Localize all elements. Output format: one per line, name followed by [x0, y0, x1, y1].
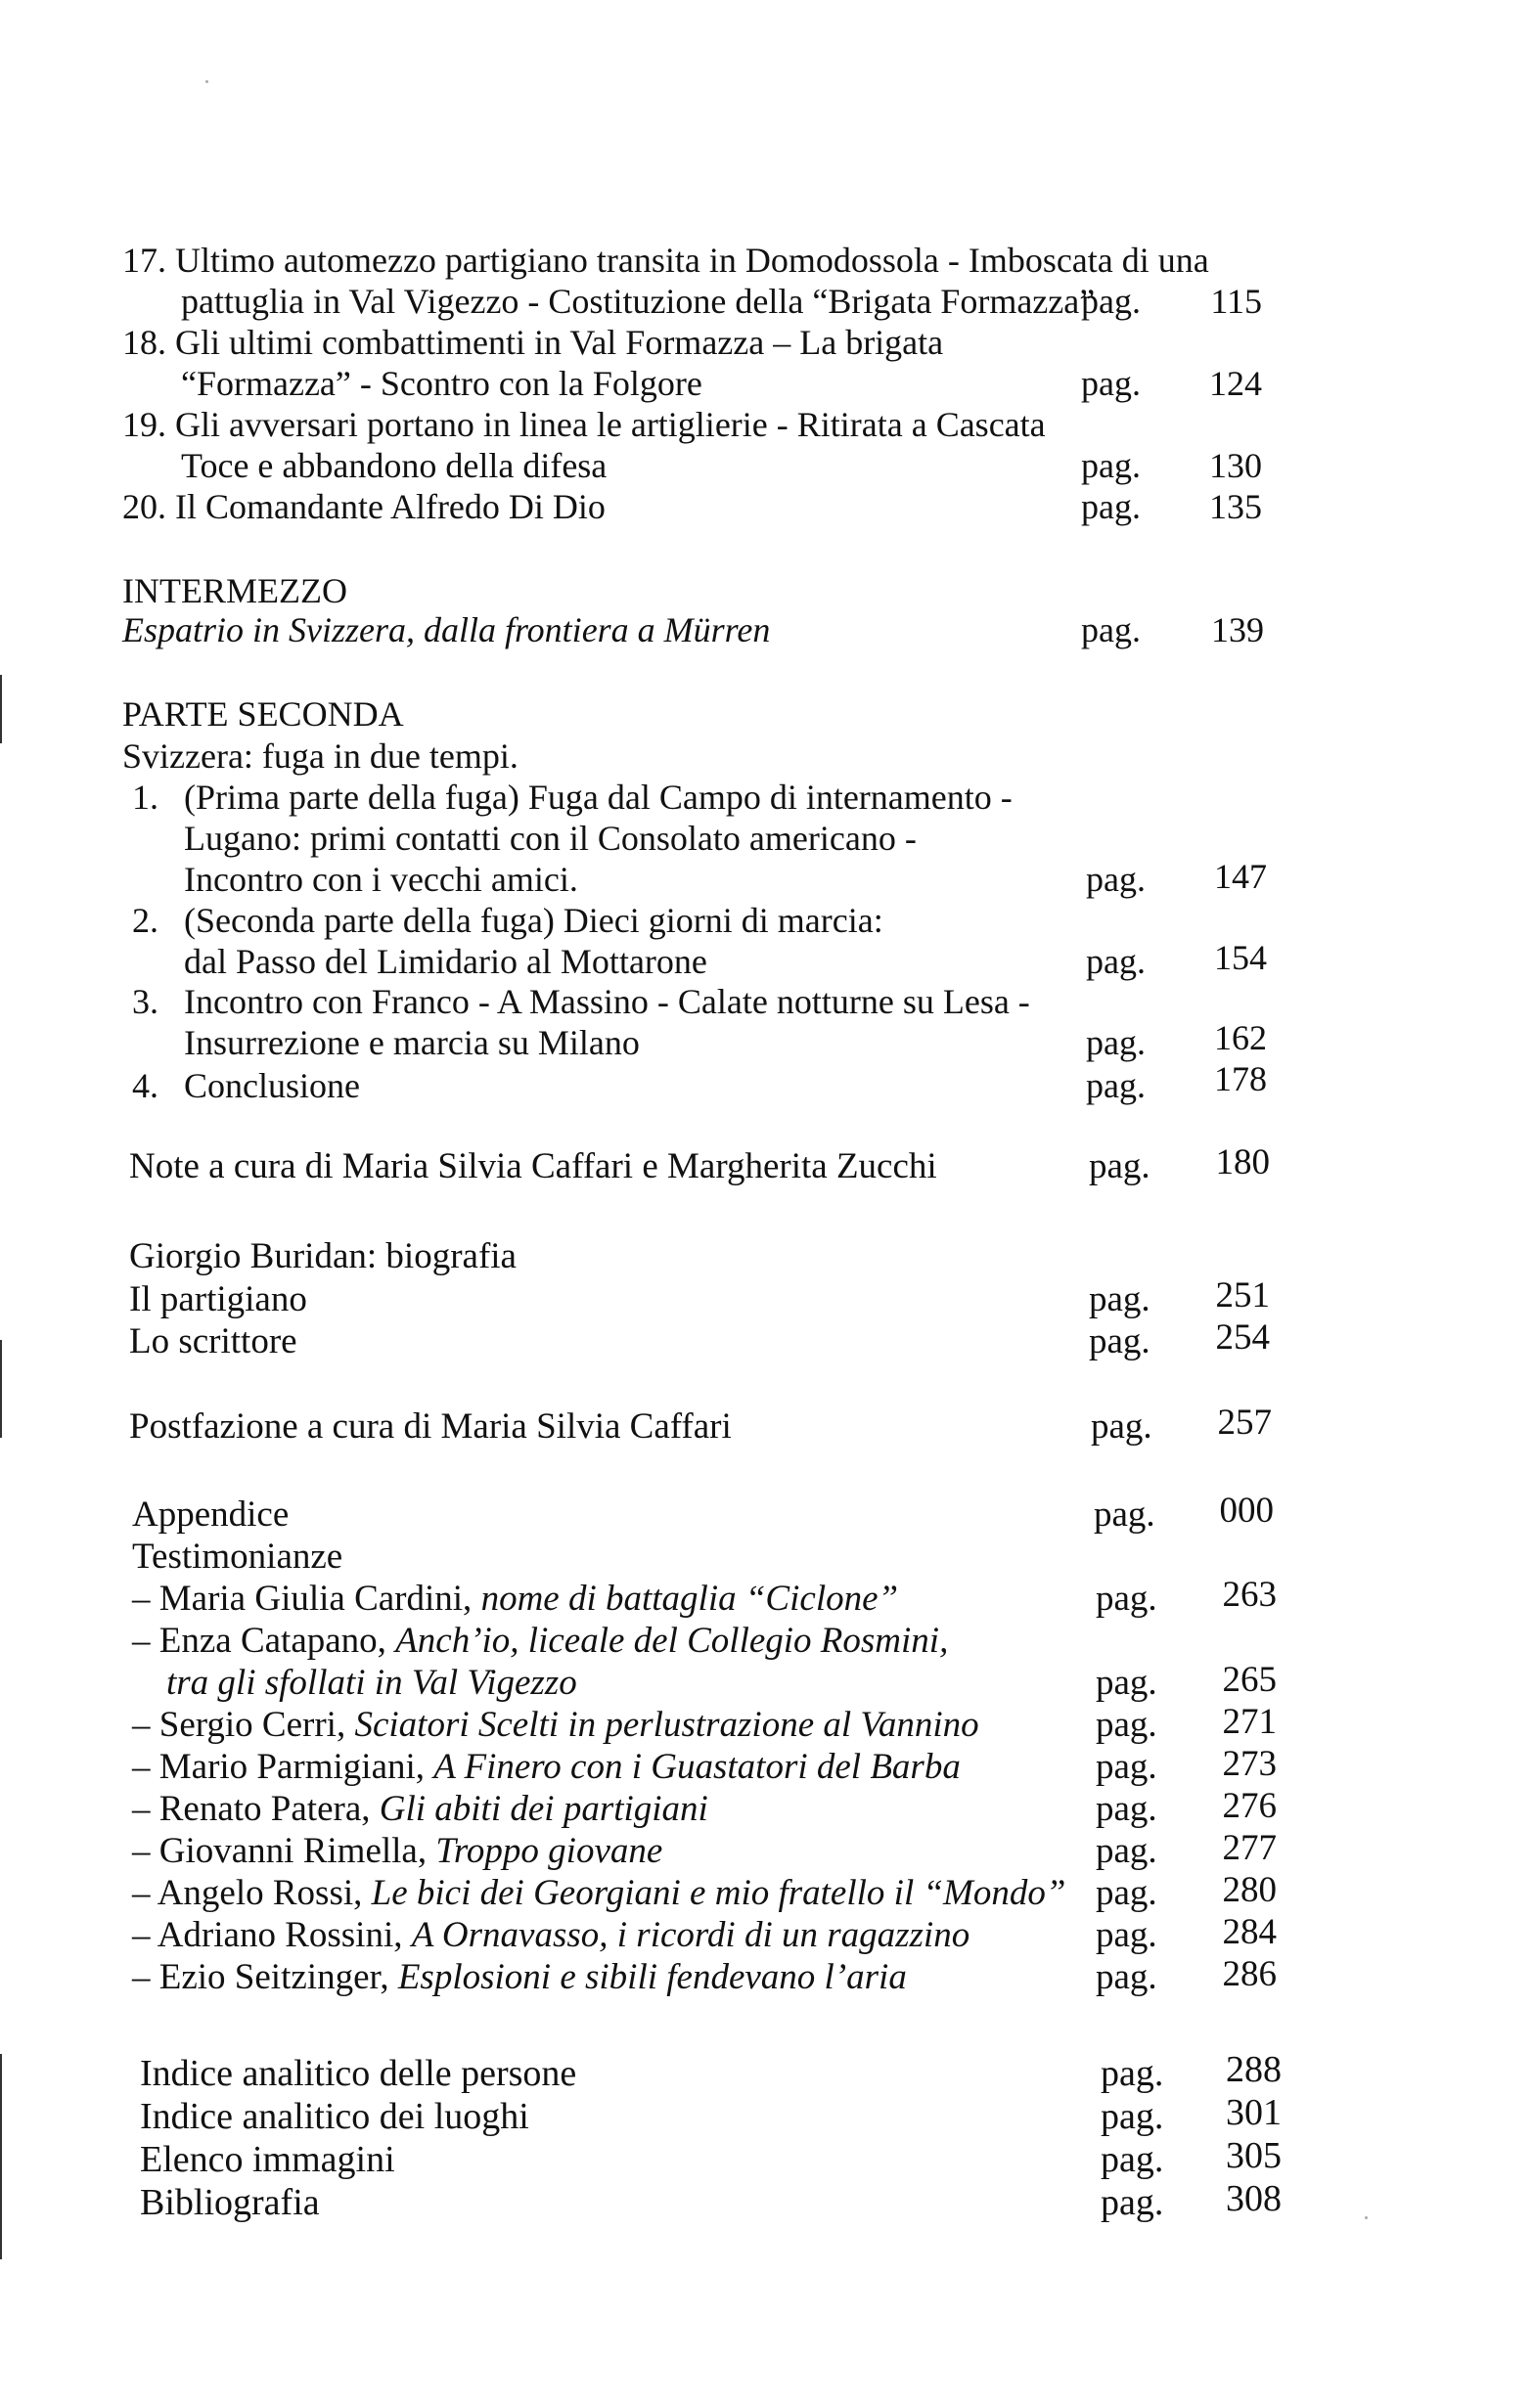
testimonianza-3-page: 271 [1222, 1702, 1277, 1742]
indice-3-pag: pag. [1101, 2139, 1164, 2180]
testimonianza-1 [132, 1581, 898, 1617]
entry-18-line1: 18. Gli ultimi combattimenti in Val Formazza – La brigata [122, 323, 944, 362]
testimonianza-6 [132, 1833, 662, 1869]
part2-entry-1-num: 1. [132, 778, 158, 817]
testimonianza-2 [132, 1623, 948, 1659]
entry-17-line2: pattuglia in Val Vigezzo - Costituzione della “Brigata Formazza” [181, 282, 1096, 321]
testimonianza-title: Le bici dei Georgiani e mio fratello il “Mondo” [371, 1873, 1066, 1913]
testimonianza-7 [132, 1875, 1065, 1911]
appendice-page: 000 [1219, 1491, 1274, 1531]
testimonianza-title: Sciatori Scelti in perlustrazione al Vannino [354, 1705, 979, 1745]
testimonianza-2-pag: pag. [1096, 1663, 1157, 1703]
intermezzo-heading: INTERMEZZO [122, 571, 347, 610]
part2-entry-3-page: 162 [1214, 1018, 1267, 1057]
testimonianza-author: – Adriano Rossini, [132, 1915, 403, 1955]
scan-edge-mark [0, 1340, 2, 1438]
testimonianza-9-page: 286 [1222, 1954, 1277, 1994]
testimonianza-title: Esplosioni e sibili fendevano l’aria [397, 1957, 907, 1997]
part2-entry-2-num: 2. [132, 901, 158, 940]
testimonianza-2-title-line2: tra gli sfollati in Val Vigezzo [166, 1663, 577, 1703]
testimonianza-5 [132, 1791, 708, 1827]
entry-17-pag: pag. [1081, 282, 1141, 321]
postfazione-pag: pag. [1091, 1406, 1152, 1447]
testimonianza-author: – Sergio Cerri, [132, 1705, 346, 1745]
bio-entry-2-pag: pag. [1089, 1321, 1150, 1361]
scan-speck [1365, 2216, 1368, 2219]
bio-entry-1-page: 251 [1215, 1275, 1270, 1315]
indice-2-text: Indice analitico dei luoghi [140, 2096, 529, 2137]
part2-entry-1-line2: Lugano: primi contatti con il Consolato americano - [184, 819, 917, 858]
testimonianza-title: A Finero con i Guastatori del Barba [433, 1747, 961, 1787]
testimonianza-3 [132, 1707, 979, 1743]
testimonianza-author: – Giovanni Rimella, [132, 1831, 428, 1871]
part2-entry-1-pag: pag. [1086, 860, 1146, 899]
indice-2-pag: pag. [1101, 2096, 1164, 2137]
entry-19-line1: 19. Gli avversari portano in linea le artiglierie - Ritirata a Cascata [122, 405, 1046, 444]
testimonianza-7-page: 280 [1222, 1870, 1277, 1910]
testimonianza-8-page: 284 [1222, 1912, 1277, 1952]
testimonianza-9-pag: pag. [1096, 1957, 1157, 1997]
testimonianza-7-pag: pag. [1096, 1873, 1157, 1913]
entry-17-line1: 17. Ultimo automezzo partigiano transita in Domodossola - Imboscata di una [122, 241, 1209, 280]
testimonianza-4 [132, 1749, 961, 1785]
postfazione-text: Postfazione a cura di Maria Silvia Caffari [129, 1406, 732, 1447]
testimonianza-author: – Maria Giulia Cardini, [132, 1579, 473, 1619]
testimonianza-6-page: 277 [1222, 1828, 1277, 1868]
indice-3-page: 305 [1226, 2135, 1282, 2176]
testimonianza-2-page: 265 [1222, 1660, 1277, 1700]
appendice-pag: pag. [1094, 1494, 1155, 1535]
indice-4-page: 308 [1226, 2178, 1282, 2219]
part2-entry-4-line1: Conclusione [184, 1066, 360, 1105]
part2-entry-1-line3: Incontro con i vecchi amici. [184, 860, 578, 899]
testimonianza-title: Gli abiti dei partigiani [379, 1789, 708, 1829]
indice-1-pag: pag. [1101, 2053, 1164, 2094]
entry-19-pag: pag. [1081, 446, 1141, 485]
intermezzo-title: Espatrio in Svizzera, dalla frontiera a Mürren [122, 610, 771, 649]
testimonianza-3-pag: pag. [1096, 1705, 1157, 1745]
testimonianza-title: nome di battaglia “Ciclone” [480, 1579, 899, 1619]
indice-2-page: 301 [1226, 2092, 1282, 2133]
testimonianza-author: – Enza Catapano, [132, 1621, 386, 1661]
intermezzo-pag: pag. [1081, 610, 1141, 649]
scan-edge-mark [0, 2054, 2, 2259]
part2-entry-1-page: 147 [1214, 857, 1267, 896]
testimonianza-author: – Ezio Seitzinger, [132, 1957, 389, 1997]
part2-entry-2-line2: dal Passo del Limidario al Mottarone [184, 942, 707, 981]
part2-heading: PARTE SECONDA [122, 694, 404, 734]
testimonianza-title: A Ornavasso, i ricordi di un ragazzino [411, 1915, 970, 1955]
testimonianza-5-page: 276 [1222, 1786, 1277, 1826]
part2-entry-2-page: 154 [1214, 938, 1267, 977]
entry-19-line2: Toce e abbandono della difesa [181, 446, 608, 485]
entry-19-page: 130 [1209, 446, 1262, 485]
appendice-heading: Appendice [132, 1494, 290, 1535]
entry-17-page: 115 [1210, 282, 1262, 321]
note-text: Note a cura di Maria Silvia Caffari e Margherita Zucchi [129, 1146, 937, 1186]
scan-edge-mark [0, 675, 2, 743]
indice-1-page: 288 [1226, 2049, 1282, 2090]
part2-entry-1-line1: (Prima parte della fuga) Fuga dal Campo di internamento - [184, 778, 1013, 817]
part2-entry-2-pag: pag. [1086, 942, 1146, 981]
part2-subheading: Svizzera: fuga in due tempi. [122, 736, 519, 776]
testimonianza-1-page: 263 [1222, 1575, 1277, 1615]
testimonianza-author: – Renato Patera, [132, 1789, 371, 1829]
testimonianza-author: – Angelo Rossi, [132, 1873, 363, 1913]
entry-18-pag: pag. [1081, 364, 1141, 403]
bio-entry-1-text: Il partigiano [129, 1279, 307, 1319]
part2-entry-4-num: 4. [132, 1066, 158, 1105]
testimonianza-title: Anch’io, liceale del Collegio Rosmini, [395, 1621, 949, 1661]
entry-20-line1: 20. Il Comandante Alfredo Di Dio [122, 487, 606, 526]
bio-heading: Giorgio Buridan: biografia [129, 1236, 517, 1276]
bio-entry-1-pag: pag. [1089, 1279, 1150, 1319]
testimonianza-6-pag: pag. [1096, 1831, 1157, 1871]
testimonianza-9 [132, 1959, 907, 1995]
indice-1-text: Indice analitico delle persone [140, 2053, 577, 2094]
bio-entry-2-text: Lo scrittore [129, 1321, 297, 1361]
scan-speck [205, 80, 208, 83]
postfazione-page: 257 [1217, 1403, 1272, 1443]
entry-20-page: 135 [1209, 487, 1262, 526]
testimonianza-4-page: 273 [1222, 1744, 1277, 1784]
testimonianza-8-pag: pag. [1096, 1915, 1157, 1955]
testimonianza-4-pag: pag. [1096, 1747, 1157, 1787]
part2-entry-3-num: 3. [132, 982, 158, 1021]
entry-18-page: 124 [1209, 364, 1262, 403]
indice-3-text: Elenco immagini [140, 2139, 395, 2180]
testimonianza-8 [132, 1917, 969, 1953]
testimonianza-1-pag: pag. [1096, 1579, 1157, 1619]
part2-entry-2-line1: (Seconda parte della fuga) Dieci giorni di marcia: [184, 901, 883, 940]
part2-entry-3-line1: Incontro con Franco - A Massino - Calate notturne su Lesa - [184, 982, 1030, 1021]
testimonianza-title: Troppo giovane [435, 1831, 663, 1871]
testimonianza-author: – Mario Parmigiani, [132, 1747, 426, 1787]
indice-4-text: Bibliografia [140, 2182, 320, 2223]
appendice-subheading: Testimonianze [132, 1537, 343, 1577]
note-pag: pag. [1089, 1146, 1150, 1186]
intermezzo-page: 139 [1211, 610, 1264, 649]
part2-entry-3-pag: pag. [1086, 1023, 1146, 1062]
indice-4-pag: pag. [1101, 2182, 1164, 2223]
entry-18-line2: “Formazza” - Scontro con la Folgore [181, 364, 702, 403]
part2-entry-3-line2: Insurrezione e marcia su Milano [184, 1023, 640, 1062]
part2-entry-4-page: 178 [1214, 1059, 1267, 1098]
entry-20-pag: pag. [1081, 487, 1141, 526]
testimonianza-5-pag: pag. [1096, 1789, 1157, 1829]
part2-entry-4-pag: pag. [1086, 1066, 1146, 1105]
bio-entry-2-page: 254 [1215, 1317, 1270, 1358]
note-page: 180 [1215, 1142, 1270, 1182]
